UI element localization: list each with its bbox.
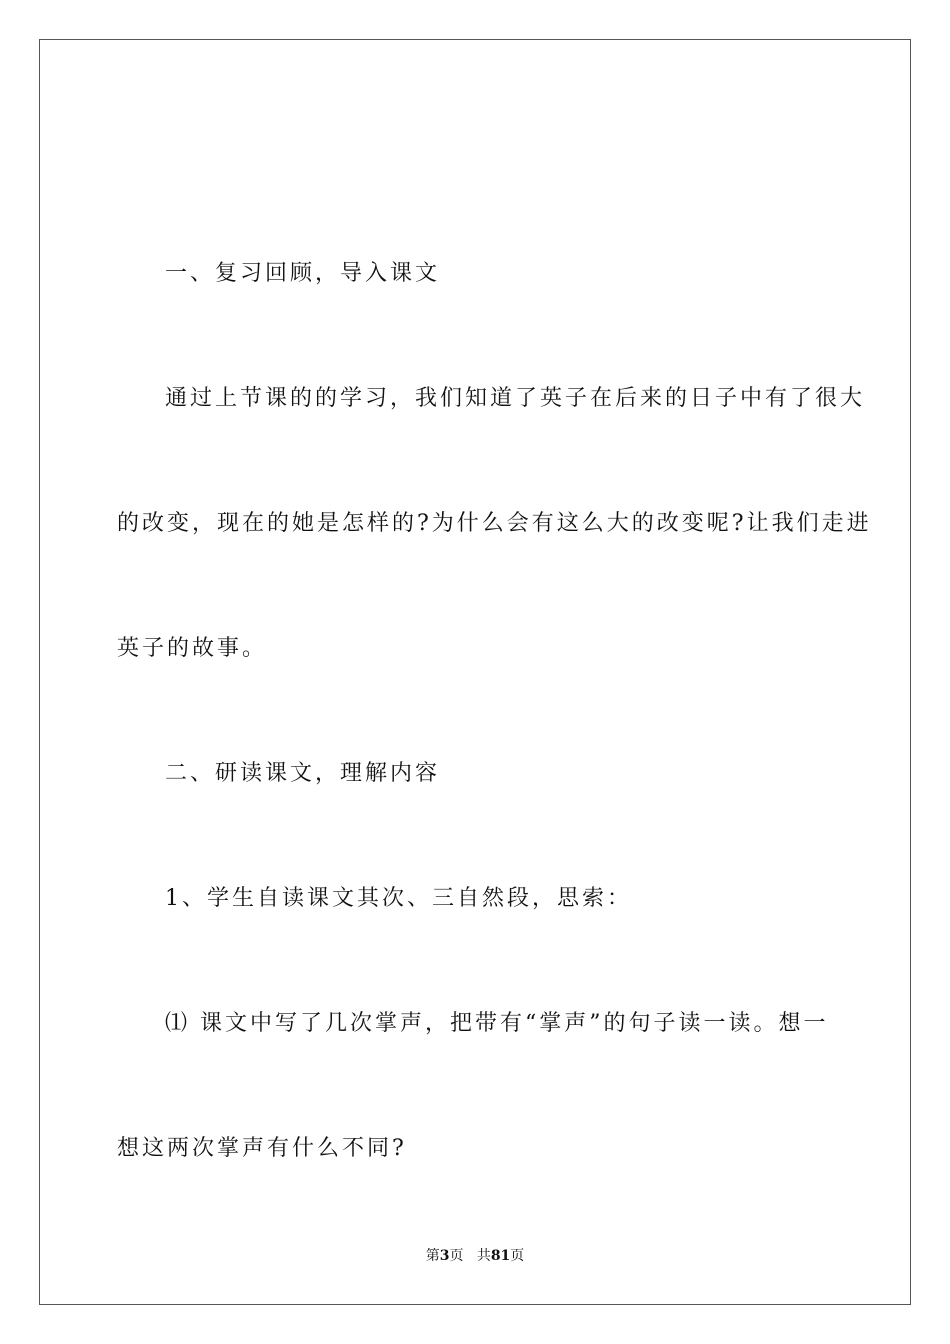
page-number: 3 <box>439 1248 450 1264</box>
total-prefix: 共 <box>476 1248 491 1264</box>
total-pages: 81 <box>490 1248 511 1264</box>
paragraph-line: 英子的故事。 <box>117 636 268 661</box>
page-footer <box>0 1247 950 1265</box>
paragraph-line: 的改变，现在的她是怎样的?为什么会有这么大的改变呢?让我们走进 <box>117 511 872 536</box>
section-heading-2: 二、研读课文，理解内容 <box>165 761 441 786</box>
question-line: ⑴ 课文中写了几次掌声，把带有“掌声”的句子读一读。想一 <box>165 1011 829 1036</box>
paragraph-line: 通过上节课的的学习，我们知道了英子在后来的日子中有了很大 <box>165 386 866 411</box>
total-suffix: 页 <box>510 1248 525 1264</box>
page-suffix: 页 <box>449 1248 464 1264</box>
section-heading-1: 一、复习回顾，导入课文 <box>165 261 441 286</box>
page-prefix: 第 <box>425 1248 440 1264</box>
list-item: 1、学生自读课文其次、三自然段，思索： <box>165 886 632 911</box>
page-border <box>39 39 911 1305</box>
question-line: 想这两次掌声有什么不同? <box>117 1136 407 1161</box>
